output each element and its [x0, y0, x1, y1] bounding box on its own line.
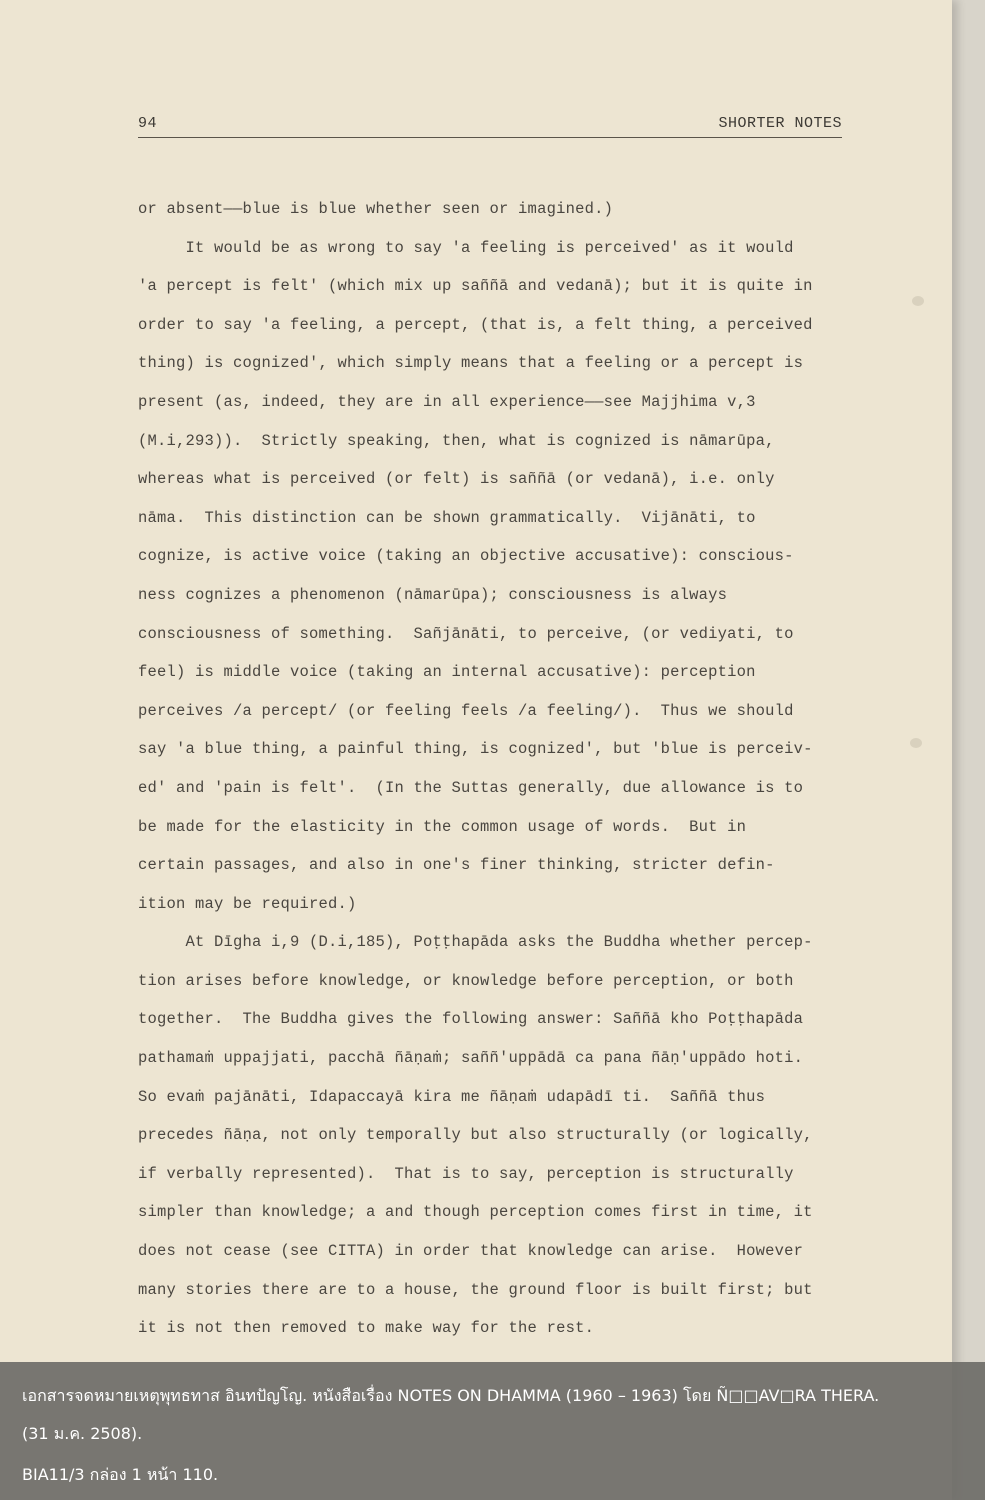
page-header: [138, 115, 842, 138]
text-line: So evaṁ pajānāti, Idapaccayā kira me ñāṇaṁ udapādī ti. Saññā thus: [138, 1087, 766, 1106]
text-line: tion arises before knowledge, or knowledge before perception, or both: [138, 971, 794, 990]
text-line: (M.i,293)). Strictly speaking, then, what is cognized is nāmarūpa,: [138, 431, 775, 450]
text-line: together. The Buddha gives the following answer: Saññā kho Poṭṭhapāda: [138, 1010, 804, 1029]
text-line: feel) is middle voice (taking an internal accusative): perception: [138, 663, 756, 682]
text-line: whereas what is perceived (or felt) is saññā (or vedanā), i.e. only: [138, 470, 775, 489]
text-line: or absent——blue is blue whether seen or imagined.): [138, 200, 614, 218]
text-line: pathamaṁ uppajjati, pacchā ñāṇaṁ; saññ'uppādā ca pana ñāṇ'uppādo hoti.: [138, 1049, 804, 1068]
text-line: ed' and 'pain is felt'. (In the Suttas generally, due allowance is to: [138, 778, 804, 797]
text-line: ition may be required.): [138, 894, 357, 913]
text-line: if verbally represented). That is to say, perception is structurally: [138, 1164, 794, 1183]
text-line: consciousness of something. Sañjānāti, to perceive, (or vediyati, to: [138, 624, 794, 643]
text-line: be made for the elasticity in the common usage of words. But in: [138, 817, 747, 836]
caption-title: เอกสารจดหมายเหตุพุทธทาส อินทปัญโญ. หนังสือเรื่อง NOTES ON DHAMMA (1960 – 1963) โดย Ñ□□AV□RA THERA.: [22, 1386, 880, 1405]
text-line: say 'a blue thing, a painful thing, is cognized', but 'blue is perceiv-: [138, 740, 813, 759]
text-line: 'a percept is felt' (which mix up saññā and vedanā); but it is quite in: [138, 277, 813, 296]
text-line: does not cease (see CITTA) in order that knowledge can arise. However: [138, 1242, 804, 1261]
paper-blemish: [910, 738, 922, 748]
archive-caption: [0, 1362, 985, 1500]
text-line: precedes ñāṇa, not only temporally but also structurally (or logically,: [138, 1126, 813, 1145]
running-title: SHORTER NOTES: [718, 115, 842, 132]
text-line: it is not then removed to make way for the rest.: [138, 1319, 595, 1338]
text-line: perceives /a percept/ (or feeling feels /a feeling/). Thus we should: [138, 701, 794, 720]
text-line: cognize, is active voice (taking an objective accusative): conscious-: [138, 547, 794, 566]
caption-date: (31 ม.ค. 2508).: [22, 1424, 143, 1443]
text-line: simpler than knowledge; a and though perception comes first in time, it: [138, 1203, 813, 1222]
body-text: [138, 190, 850, 1348]
caption-reference: BIA11/3 กล่อง 1 หน้า 110.: [22, 1465, 219, 1484]
page-number: 94: [138, 115, 158, 132]
text-line: order to say 'a feeling, a percept, (that is, a felt thing, a perceived: [138, 315, 813, 334]
text-line: At Dīgha i,9 (D.i,185), Poṭṭhapāda asks the Buddha whether percep-: [138, 933, 813, 952]
text-line: many stories there are to a house, the ground floor is built first; but: [138, 1280, 813, 1299]
text-line: certain passages, and also in one's finer thinking, stricter defin-: [138, 856, 775, 875]
paper-blemish: [912, 296, 924, 306]
text-line: thing) is cognized', which simply means that a feeling or a percept is: [138, 354, 804, 373]
text-line: present (as, indeed, they are in all experience——see Majjhima v,3: [138, 392, 756, 411]
text-line: nāma. This distinction can be shown grammatically. Vijānāti, to: [138, 508, 756, 527]
text-line: ness cognizes a phenomenon (nāmarūpa); consciousness is always: [138, 585, 728, 604]
text-line: It would be as wrong to say 'a feeling is perceived' as it would: [138, 238, 794, 257]
